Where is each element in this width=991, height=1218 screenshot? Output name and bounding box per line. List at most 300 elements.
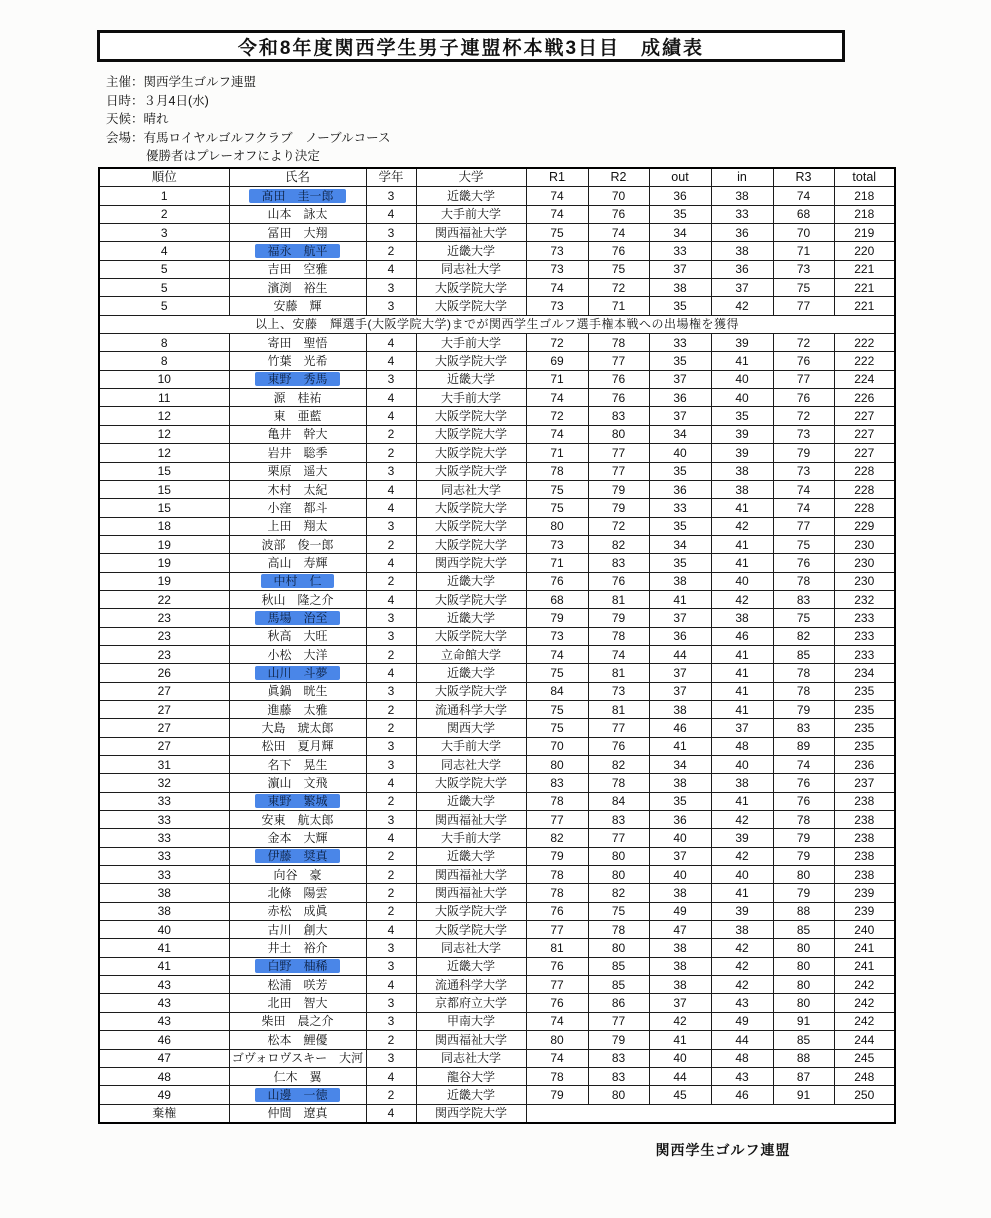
- r3-cell: 85: [773, 1031, 834, 1049]
- grade-cell: 2: [366, 902, 416, 920]
- total-cell: 242: [834, 994, 895, 1012]
- in-cell: 40: [711, 756, 773, 774]
- r1-cell: 73: [526, 260, 588, 278]
- grade-cell: 4: [366, 1067, 416, 1085]
- r3-cell: 82: [773, 627, 834, 645]
- r2-cell: 85: [588, 976, 649, 994]
- r1-cell: 74: [526, 187, 588, 205]
- rank-cell: 22: [99, 590, 229, 608]
- r3-cell: 79: [773, 829, 834, 847]
- rank-cell: 33: [99, 811, 229, 829]
- table-row: [99, 737, 895, 755]
- name-cell: 秋高 大旺: [229, 627, 366, 645]
- r2-cell: 83: [588, 1067, 649, 1085]
- grade-cell: 3: [366, 370, 416, 388]
- r1-cell: 79: [526, 847, 588, 865]
- footer-organization: 関西学生ゴルフ連盟: [655, 1142, 791, 1158]
- table-row: [99, 884, 895, 902]
- out-cell: 34: [649, 224, 711, 242]
- out-cell: 41: [649, 590, 711, 608]
- grade-cell: 2: [366, 1031, 416, 1049]
- grade-cell: 3: [366, 1049, 416, 1067]
- total-cell: 235: [834, 737, 895, 755]
- university-cell: 大阪学院大学: [416, 590, 526, 608]
- total-cell: 235: [834, 719, 895, 737]
- grade-cell: 3: [366, 224, 416, 242]
- r1-cell: 71: [526, 554, 588, 572]
- meta-line: 主催：関西学生ゴルフ連盟: [106, 75, 257, 89]
- university-cell: 大阪学院大学: [416, 462, 526, 480]
- r3-cell: 74: [773, 480, 834, 498]
- table-header-cell: 順位: [99, 168, 229, 187]
- name-cell: [229, 370, 366, 388]
- table-header-cell: R3: [773, 168, 834, 187]
- total-cell: 238: [834, 847, 895, 865]
- table-row: [99, 627, 895, 645]
- r3-cell: 85: [773, 645, 834, 663]
- university-cell: 関西福祉大学: [416, 224, 526, 242]
- out-cell: 40: [649, 866, 711, 884]
- in-cell: 37: [711, 279, 773, 297]
- name-cell: 山本 詠太: [229, 205, 366, 223]
- table-row: [99, 664, 895, 682]
- r2-cell: 74: [588, 224, 649, 242]
- total-cell: 234: [834, 664, 895, 682]
- table-row: [99, 462, 895, 480]
- table-row: [99, 976, 895, 994]
- in-cell: 46: [711, 627, 773, 645]
- university-cell: 大阪学院大学: [416, 535, 526, 553]
- university-cell: 流通科学大学: [416, 976, 526, 994]
- r1-cell: 73: [526, 297, 588, 315]
- r1-cell: 77: [526, 921, 588, 939]
- university-cell: 大阪学院大学: [416, 921, 526, 939]
- name-cell: 寄田 聖悟: [229, 334, 366, 352]
- r2-cell: 83: [588, 1049, 649, 1067]
- in-cell: 37: [711, 719, 773, 737]
- r3-cell: 76: [773, 352, 834, 370]
- out-cell: 49: [649, 902, 711, 920]
- out-cell: 36: [649, 480, 711, 498]
- university-cell: 関西学院大学: [416, 1104, 526, 1123]
- table-row: [99, 480, 895, 498]
- university-cell: 近畿大学: [416, 572, 526, 590]
- rank-cell: 40: [99, 921, 229, 939]
- name-cell: 北田 智大: [229, 994, 366, 1012]
- r2-cell: 76: [588, 572, 649, 590]
- in-cell: 41: [711, 792, 773, 810]
- r1-cell: 78: [526, 1067, 588, 1085]
- table-row: [99, 425, 895, 443]
- page-title: 令和8年度関西学生男子連盟杯本戦3日目 成績表: [237, 37, 705, 59]
- rank-cell: 38: [99, 884, 229, 902]
- empty-scores-cell: [526, 1104, 895, 1123]
- total-cell: 239: [834, 884, 895, 902]
- r1-cell: 77: [526, 976, 588, 994]
- table-row: [99, 921, 895, 939]
- total-cell: 236: [834, 756, 895, 774]
- table-row: [99, 1104, 895, 1123]
- r2-cell: 83: [588, 407, 649, 425]
- university-cell: 大手前大学: [416, 334, 526, 352]
- name-cell: 松本 鯉優: [229, 1031, 366, 1049]
- r3-cell: 87: [773, 1067, 834, 1085]
- r3-cell: 77: [773, 297, 834, 315]
- grade-cell: 2: [366, 884, 416, 902]
- table-row: [99, 297, 895, 315]
- total-cell: 238: [834, 792, 895, 810]
- table-row: [99, 645, 895, 663]
- r2-cell: 79: [588, 499, 649, 517]
- grade-cell: 4: [366, 499, 416, 517]
- name-cell: 岩井 聡季: [229, 444, 366, 462]
- name-cell: 大島 琥太郎: [229, 719, 366, 737]
- table-row: [99, 792, 895, 810]
- r3-cell: 76: [773, 554, 834, 572]
- table-row: [99, 700, 895, 718]
- r3-cell: 91: [773, 1086, 834, 1104]
- out-cell: 41: [649, 737, 711, 755]
- grade-cell: 4: [366, 590, 416, 608]
- university-cell: 同志社大学: [416, 1049, 526, 1067]
- rank-cell: 27: [99, 700, 229, 718]
- total-cell: 228: [834, 499, 895, 517]
- table-row: [99, 205, 895, 223]
- in-cell: 42: [711, 811, 773, 829]
- r1-cell: 80: [526, 1031, 588, 1049]
- name-cell: 高山 寿輝: [229, 554, 366, 572]
- grade-cell: 4: [366, 205, 416, 223]
- university-cell: 同志社大学: [416, 480, 526, 498]
- r1-cell: 68: [526, 590, 588, 608]
- in-cell: 41: [711, 682, 773, 700]
- r2-cell: 76: [588, 737, 649, 755]
- name-cell: [229, 792, 366, 810]
- r1-cell: 75: [526, 499, 588, 517]
- total-cell: 222: [834, 334, 895, 352]
- r1-cell: 75: [526, 700, 588, 718]
- r1-cell: 71: [526, 370, 588, 388]
- total-cell: 230: [834, 535, 895, 553]
- out-cell: 37: [649, 370, 711, 388]
- name-cell: 仁木 翼: [229, 1067, 366, 1085]
- r2-cell: 78: [588, 774, 649, 792]
- out-cell: 44: [649, 645, 711, 663]
- table-row: [99, 535, 895, 553]
- university-cell: 関西大学: [416, 719, 526, 737]
- grade-cell: 4: [366, 664, 416, 682]
- r3-cell: 76: [773, 792, 834, 810]
- in-cell: 40: [711, 389, 773, 407]
- table-header-cell: 氏名: [229, 168, 366, 187]
- university-cell: 流通科学大学: [416, 700, 526, 718]
- name-cell: [229, 242, 366, 260]
- out-cell: 38: [649, 279, 711, 297]
- r1-cell: 75: [526, 480, 588, 498]
- name-highlight: 髙田 圭一郎: [249, 189, 345, 203]
- out-cell: 37: [649, 609, 711, 627]
- r3-cell: 80: [773, 994, 834, 1012]
- rank-cell: 2: [99, 205, 229, 223]
- rank-cell: 4: [99, 242, 229, 260]
- table-row: [99, 1049, 895, 1067]
- out-cell: 36: [649, 187, 711, 205]
- r3-cell: 72: [773, 407, 834, 425]
- qualify-note-cell: 以上、安藤 輝選手(大阪学院大学)までが関西学生ゴルフ選手権本戦への出場権を獲得: [99, 315, 895, 333]
- title-box: [97, 30, 845, 62]
- university-cell: 京都府立大学: [416, 994, 526, 1012]
- r3-cell: 78: [773, 811, 834, 829]
- r3-cell: 75: [773, 609, 834, 627]
- university-cell: 甲南大学: [416, 1012, 526, 1030]
- r1-cell: 75: [526, 224, 588, 242]
- total-cell: 245: [834, 1049, 895, 1067]
- table-row: [99, 370, 895, 388]
- university-cell: 同志社大学: [416, 756, 526, 774]
- rank-cell: 32: [99, 774, 229, 792]
- rank-cell: 12: [99, 407, 229, 425]
- r1-cell: 73: [526, 535, 588, 553]
- total-cell: 224: [834, 370, 895, 388]
- university-cell: 同志社大学: [416, 939, 526, 957]
- r2-cell: 77: [588, 444, 649, 462]
- r2-cell: 82: [588, 756, 649, 774]
- r2-cell: 78: [588, 627, 649, 645]
- r1-cell: 82: [526, 829, 588, 847]
- in-cell: 38: [711, 462, 773, 480]
- name-highlight: 東野 秀馬: [255, 372, 339, 386]
- r3-cell: 79: [773, 884, 834, 902]
- table-row: [99, 279, 895, 297]
- in-cell: 39: [711, 902, 773, 920]
- rank-cell: 8: [99, 334, 229, 352]
- out-cell: 37: [649, 847, 711, 865]
- name-cell: 金本 大輝: [229, 829, 366, 847]
- grade-cell: 4: [366, 829, 416, 847]
- total-cell: 232: [834, 590, 895, 608]
- out-cell: 40: [649, 829, 711, 847]
- r2-cell: 77: [588, 1012, 649, 1030]
- rank-cell: 38: [99, 902, 229, 920]
- rank-cell: 19: [99, 554, 229, 572]
- university-cell: 近畿大学: [416, 664, 526, 682]
- rank-cell: 23: [99, 627, 229, 645]
- table-row: [99, 224, 895, 242]
- r2-cell: 71: [588, 297, 649, 315]
- rank-cell: 33: [99, 829, 229, 847]
- name-cell: 濱渕 裕生: [229, 279, 366, 297]
- table-row: [99, 939, 895, 957]
- grade-cell: 2: [366, 535, 416, 553]
- r1-cell: 76: [526, 902, 588, 920]
- table-row: [99, 682, 895, 700]
- out-cell: 46: [649, 719, 711, 737]
- table-header-cell: total: [834, 168, 895, 187]
- table-header-row: [99, 168, 895, 187]
- total-cell: 230: [834, 572, 895, 590]
- university-cell: 大阪学院大学: [416, 407, 526, 425]
- total-cell: 218: [834, 205, 895, 223]
- in-cell: 38: [711, 242, 773, 260]
- in-cell: 39: [711, 444, 773, 462]
- in-cell: 36: [711, 260, 773, 278]
- r1-cell: 76: [526, 572, 588, 590]
- in-cell: 33: [711, 205, 773, 223]
- name-cell: 吉田 空雅: [229, 260, 366, 278]
- total-cell: 250: [834, 1086, 895, 1104]
- out-cell: 35: [649, 297, 711, 315]
- in-cell: 48: [711, 737, 773, 755]
- r2-cell: 72: [588, 279, 649, 297]
- name-cell: 木村 太紀: [229, 480, 366, 498]
- grade-cell: 4: [366, 480, 416, 498]
- university-cell: 関西福祉大学: [416, 866, 526, 884]
- name-highlight: 福永 航平: [255, 244, 339, 258]
- table-row: [99, 187, 895, 205]
- r3-cell: 74: [773, 187, 834, 205]
- rank-cell: 46: [99, 1031, 229, 1049]
- total-cell: 242: [834, 1012, 895, 1030]
- university-cell: 関西福祉大学: [416, 1031, 526, 1049]
- rank-cell: 41: [99, 957, 229, 975]
- r1-cell: 76: [526, 994, 588, 1012]
- in-cell: 42: [711, 957, 773, 975]
- grade-cell: 2: [366, 242, 416, 260]
- in-cell: 49: [711, 1012, 773, 1030]
- university-cell: 大阪学院大学: [416, 352, 526, 370]
- grade-cell: 3: [366, 517, 416, 535]
- r3-cell: 85: [773, 921, 834, 939]
- out-cell: 35: [649, 205, 711, 223]
- r1-cell: 74: [526, 425, 588, 443]
- in-cell: 41: [711, 352, 773, 370]
- r2-cell: 78: [588, 921, 649, 939]
- grade-cell: 4: [366, 1104, 416, 1123]
- out-cell: 37: [649, 664, 711, 682]
- r2-cell: 73: [588, 682, 649, 700]
- out-cell: 37: [649, 994, 711, 1012]
- r2-cell: 83: [588, 554, 649, 572]
- r3-cell: 74: [773, 756, 834, 774]
- rank-cell: 33: [99, 866, 229, 884]
- name-highlight: 白野 柚稀: [255, 959, 339, 973]
- r3-cell: 74: [773, 499, 834, 517]
- in-cell: 41: [711, 535, 773, 553]
- out-cell: 34: [649, 425, 711, 443]
- r2-cell: 81: [588, 590, 649, 608]
- r2-cell: 77: [588, 719, 649, 737]
- table-row: [99, 1031, 895, 1049]
- rank-cell: 18: [99, 517, 229, 535]
- grade-cell: 3: [366, 609, 416, 627]
- table-row: [99, 444, 895, 462]
- qualify-note-row: [99, 315, 895, 333]
- table-header-cell: 大学: [416, 168, 526, 187]
- rank-cell: 10: [99, 370, 229, 388]
- total-cell: 219: [834, 224, 895, 242]
- name-cell: 亀井 幹大: [229, 425, 366, 443]
- grade-cell: 3: [366, 1012, 416, 1030]
- rank-cell: 31: [99, 756, 229, 774]
- grade-cell: 2: [366, 719, 416, 737]
- rank-cell: 43: [99, 976, 229, 994]
- r3-cell: 76: [773, 389, 834, 407]
- name-cell: [229, 957, 366, 975]
- out-cell: 36: [649, 811, 711, 829]
- r3-cell: 77: [773, 370, 834, 388]
- total-cell: 221: [834, 297, 895, 315]
- r3-cell: 73: [773, 260, 834, 278]
- university-cell: 近畿大学: [416, 187, 526, 205]
- total-cell: 218: [834, 187, 895, 205]
- out-cell: 33: [649, 242, 711, 260]
- rank-cell: 11: [99, 389, 229, 407]
- r2-cell: 81: [588, 664, 649, 682]
- meta-block: [106, 73, 391, 166]
- r2-cell: 77: [588, 829, 649, 847]
- university-cell: 大阪学院大学: [416, 627, 526, 645]
- total-cell: 238: [834, 866, 895, 884]
- university-cell: 近畿大学: [416, 1086, 526, 1104]
- in-cell: 41: [711, 884, 773, 902]
- total-cell: 222: [834, 352, 895, 370]
- total-cell: 235: [834, 682, 895, 700]
- r3-cell: 83: [773, 590, 834, 608]
- name-cell: [229, 1086, 366, 1104]
- university-cell: 大阪学院大学: [416, 297, 526, 315]
- r1-cell: 72: [526, 407, 588, 425]
- rank-cell: 26: [99, 664, 229, 682]
- university-cell: 近畿大学: [416, 847, 526, 865]
- grade-cell: 3: [366, 297, 416, 315]
- table-header-cell: R1: [526, 168, 588, 187]
- table-row: [99, 590, 895, 608]
- out-cell: 35: [649, 517, 711, 535]
- grade-cell: 2: [366, 792, 416, 810]
- table-row: [99, 1012, 895, 1030]
- results-table: [98, 167, 896, 1124]
- grade-cell: 3: [366, 994, 416, 1012]
- name-highlight: 馬場 治至: [255, 611, 339, 625]
- table-row: [99, 994, 895, 1012]
- r3-cell: 76: [773, 774, 834, 792]
- total-cell: 228: [834, 462, 895, 480]
- total-cell: 241: [834, 957, 895, 975]
- r1-cell: 78: [526, 884, 588, 902]
- name-cell: 源 桂祐: [229, 389, 366, 407]
- table-row: [99, 389, 895, 407]
- r1-cell: 74: [526, 205, 588, 223]
- r2-cell: 81: [588, 700, 649, 718]
- rank-cell: 15: [99, 499, 229, 517]
- rank-cell: 15: [99, 480, 229, 498]
- r3-cell: 78: [773, 664, 834, 682]
- r1-cell: 75: [526, 664, 588, 682]
- r2-cell: 80: [588, 1086, 649, 1104]
- in-cell: 41: [711, 554, 773, 572]
- rank-cell: 19: [99, 572, 229, 590]
- table-row: [99, 517, 895, 535]
- name-cell: [229, 609, 366, 627]
- university-cell: 大阪学院大学: [416, 902, 526, 920]
- meta-line: 会場：有馬ロイヤルゴルフクラブ ノーブルコース: [106, 130, 391, 145]
- rank-cell: 8: [99, 352, 229, 370]
- table-row: [99, 499, 895, 517]
- university-cell: 立命館大学: [416, 645, 526, 663]
- grade-cell: 3: [366, 462, 416, 480]
- meta-line: 天候：晴れ: [106, 112, 169, 127]
- grade-cell: 3: [366, 682, 416, 700]
